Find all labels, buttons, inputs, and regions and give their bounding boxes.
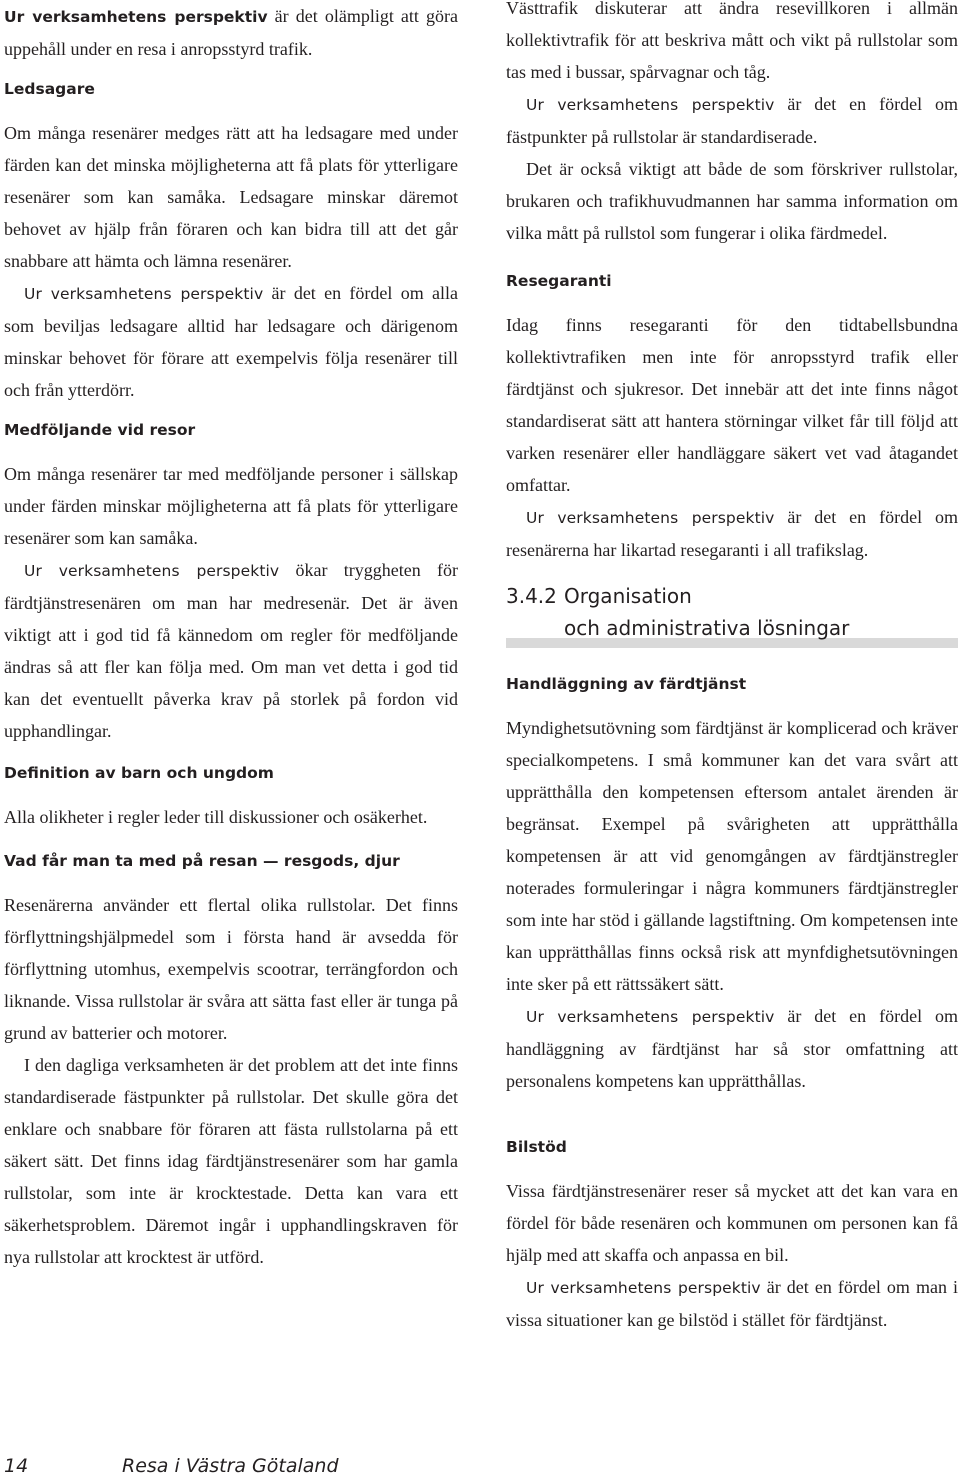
section-title-line1: Organisation (564, 584, 692, 608)
perspective-phrase: Ur verksamhetens perspektiv (526, 509, 775, 527)
perspective-phrase: Ur verksamhetens perspektiv (526, 1008, 775, 1026)
section-number: 3.4.2 (506, 584, 557, 608)
section-heading (506, 580, 958, 644)
page-number: 14 (4, 1455, 29, 1477)
heading-vad-far-man-ta-med: Vad får man ta med på resan — resgods, djur (4, 852, 400, 870)
paragraph-text: är det en fördel om alla som beviljas ledsagare alltid har ledsagare och därigenom minskar behovet för förare att exempelvis följa resenärer till och från ytterdörr. (4, 283, 458, 400)
paragraph (506, 1000, 958, 1097)
paragraph-text: är det olämpligt att göra uppehåll under en resa i anropsstyrd trafik. (4, 6, 458, 59)
heading-resegaranti: Resegaranti (506, 272, 612, 290)
perspective-phrase: Ur verksamhetens perspektiv (24, 285, 264, 303)
paragraph-text: är det en fördel om fästpunkter på rullstolar är standardiserade. (506, 94, 958, 147)
paragraph: Idag finns resegaranti för den tidtabellsbundna kollektivtrafiken men inte för anropsstyrd trafik eller färdtjänst och sjukresor. Det innebär att det inte finns något standardiserat sätt att hantera störningar vilket får till följd att varken resenärer eller handläggare säkert vet vad åtagandet omfattar. (506, 315, 958, 495)
paragraph (4, 554, 458, 747)
paragraph-text: är det en fördel om handläggning av färdtjänst har så stor omfattning att personalens kompetens kan upprätthållas. (506, 1006, 958, 1091)
heading-definition: Definition av barn och ungdom (4, 764, 274, 782)
perspective-phrase: Ur verksamhetens perspektiv (526, 96, 775, 114)
paragraph: Myndighetsutövning som färdtjänst är komplicerad och kräver specialkompetens. I små kommuner kan det vara svårt att upprätthålla den kompetensen eftersom antalet ärenden är begränsat. Exempel på svårigheten att upprätthålla kompetensen är att vid genomgången av färdtjänstregler noterades formuleringar i några kommuners färdtjänstregler som inte har stöd i gällande lagstiftning. Om kompetensen inte kan upprätthållas finns också risk att mynfdighetsutövningen inte sker på ett rättssäkert sätt. (506, 718, 958, 994)
page-footer (4, 1455, 339, 1477)
paragraph: Vissa färdtjänstresenärer reser så mycket att det kan vara en fördel för både resenären och kommunen om personen kan få hjälp med att skaffa och anpassa en bil. (506, 1181, 958, 1265)
right-column (506, 0, 958, 1336)
left-column (4, 0, 458, 1273)
paragraph: Om många resenärer medges rätt att ha ledsagare med under färden kan det minska möjligheterna att få plats för ytterligare resenärer som kan samåka. Ledsagare minskar däremot behovet av hjälp från föraren och kan bidra till att det går snabbare att hämta och lämna resenärer. (4, 123, 458, 271)
paragraph: Det är också viktigt att både de som förskriver rullstolar, brukaren och trafikhuvudmannen har samma information om vilka mått på rullstol som fungerar i olika färdmedel. (506, 159, 958, 243)
perspective-phrase: Ur verksamhetens perspektiv (24, 562, 280, 580)
paragraph (506, 1271, 958, 1336)
perspective-phrase: Ur verksamhetens perspektiv (526, 1279, 761, 1297)
heading-medfoljande: Medföljande vid resor (4, 421, 196, 439)
paragraph: Om många resenärer tar med medföljande personer i sällskap under färden minskar möjligheterna att få plats för ytterligare resenärer som kan samåka. (4, 464, 458, 548)
paragraph: Västtrafik diskuterar att ändra resevillkoren i allmän kollektivtrafik för att beskriva mått och vikt på rullstolar som tas med i bussar, spårvagnar och tåg. (506, 0, 958, 82)
publication-title: Resa i Västra Götaland (122, 1455, 339, 1477)
paragraph: Resenärerna använder ett flertal olika rullstolar. Det finns förflyttningshjälpmedel som i första hand är avsedda för förflyttning utomhus, exempelvis scootrar, terrängfordon och liknande. Vissa rullstolar är svåra att sätta fast eller är tunga på grund av batterier och motorer. (4, 895, 458, 1043)
paragraph (4, 0, 458, 65)
paragraph: I den dagliga verksamheten är det problem att det inte finns standardiserade fästpunkter på rullstolar. Det skulle göra det enklare och snabbare för föraren att fästa rullstolarna på ett säkert sätt. Det finns idag färdtjänstresenärer som har gamla rullstolar, som inte är krocktestade. Detta kan vara ett säkerhetsproblem. Däremot ingår i upphandlingskraven för nya rullstolar att krocktest är utförd. (4, 1055, 458, 1267)
heading-ledsagare: Ledsagare (4, 80, 95, 98)
heading-bilstod: Bilstöd (506, 1138, 567, 1156)
section-title-line2: och administrativa lösningar (564, 616, 850, 640)
paragraph: Alla olikheter i regler leder till diskussioner och osäkerhet. (4, 807, 428, 827)
paragraph (506, 501, 958, 566)
paragraph (506, 88, 958, 153)
paragraph-text: är det en fördel om man i vissa situationer kan ge bilstöd i stället för färdtjänst. (506, 1277, 959, 1330)
paragraph (4, 277, 458, 406)
paragraph-text: ökar tryggheten för färdtjänstresenären om man har medresenär. Det är även viktigt att i god tid få kännedom om regler för medföljande ändras så att fler kan följa med. Om man vet detta i god tid kan det eventuellt påverka krav på storlek på fordon vid upphandlingar. (4, 560, 458, 741)
lead-phrase: Ur verksamhetens perspektiv (4, 8, 268, 26)
heading-handlaggning: Handläggning av färdtjänst (506, 675, 747, 693)
paragraph-text: är det en fördel om resenärerna har likartad resegaranti i all trafikslag. (506, 507, 958, 560)
